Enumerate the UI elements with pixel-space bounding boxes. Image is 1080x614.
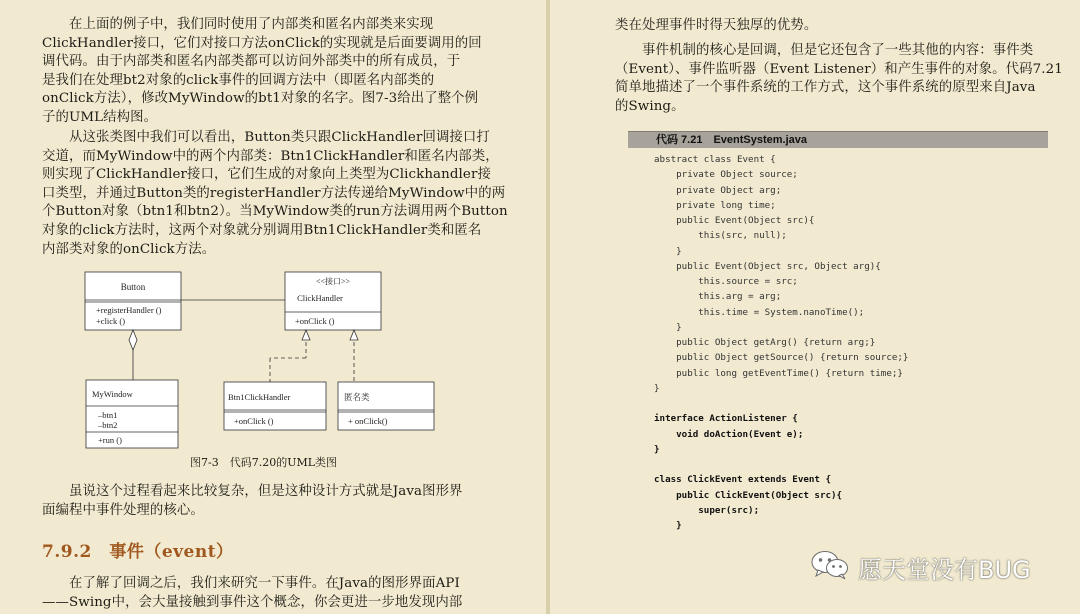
code-line: } <box>654 245 682 257</box>
uml-anonymous-class <box>338 382 434 430</box>
figure-caption: 图7-3 代码7.20的UML类图 <box>190 456 338 469</box>
code-line: this.time = System.nanoTime(); <box>654 306 865 318</box>
watermark-text: 愿天堂没有BUG <box>858 555 1031 584</box>
code-listing-title-bar <box>628 131 1048 148</box>
code-line: super(src); <box>654 504 760 516</box>
code-line: void doAction(Event e); <box>654 428 804 440</box>
uml-mywindow-field: –btn2 <box>98 420 118 430</box>
paragraph-event-intro: 在了解了回调之后，我们来研究一下事件。在Java的图形界面API ——Swing中，会大量接触到事件这个概念，你会更进一步地发现内部 <box>42 576 463 610</box>
uml-button-method: +click () <box>96 316 126 326</box>
paragraph-inner-class-advantage: 类在处理事件时得天独厚的优势。 <box>615 18 818 33</box>
uml-clickhandler-stereotype: <<接口>> <box>315 277 351 286</box>
uml-mywindow-method: +run () <box>98 435 122 445</box>
uml-clickhandler-method: +onClick () <box>295 316 335 326</box>
uml-clickhandler-name: ClickHandler <box>297 293 343 303</box>
uml-button-class <box>85 272 181 330</box>
watermark <box>810 550 1060 584</box>
code-line <box>654 457 908 472</box>
code-line: private Object arg; <box>654 184 782 196</box>
wechat-icon <box>810 549 850 585</box>
code-line: this.arg = arg; <box>654 291 782 303</box>
code-line: this.source = src; <box>654 276 798 287</box>
code-line: } <box>654 382 660 394</box>
uml-realization-lines <box>270 335 354 382</box>
uml-realization-arrow <box>350 330 358 340</box>
code-line: } <box>654 321 682 333</box>
code-line: private Object source; <box>654 169 798 181</box>
uml-btn1clickhandler-method: +onClick () <box>234 416 274 426</box>
uml-button-method: +registerHandler () <box>96 305 162 315</box>
uml-mywindow-field: –btn1 <box>98 410 118 420</box>
paragraph-callback-example: 在上面的例子中，我们同时使用了内部类和匿名内部类来实现 ClickHandler接口，它们对接口方法onClick的实现就是后面要调用的回 调代码。由于内部类和匿名内部类都可以访问外部类中的所有成员，于 是我们在处理bt2对象的click事件的回调方法中（即匿名内部类的 onClick方法），修改MyWindow的bt1对象的名字。图7-3给出了整个例 子的UML结构图。 <box>42 17 482 125</box>
code-line: abstract class Event { <box>654 154 776 165</box>
code-line: public long getEventTime() {return time;} <box>654 367 903 379</box>
code-line <box>654 396 908 411</box>
uml-realization-arrow <box>302 330 310 340</box>
code-line: class ClickEvent extends Event { <box>654 474 832 486</box>
uml-btn1clickhandler-name: Btn1ClickHandler <box>228 392 291 402</box>
uml-clickhandler-interface <box>285 272 381 330</box>
code-listing-title: 代码 7.21 EventSystem.java <box>656 134 808 146</box>
uml-mywindow-class <box>86 380 178 448</box>
uml-mywindow-name: MyWindow <box>92 389 133 399</box>
code-line: private long time; <box>654 199 776 211</box>
code-line: public Object getArg() {return arg;} <box>654 337 876 348</box>
paragraph-event-mechanism: 事件机制的核心是回调，但是它还包含了一些其他的内容：事件类 （Event）、事件监听器（Event Listener）和产生事件的对象。代码7.21 简单地描述了一个事件系统的工作方式，这个事件系统的原型来自Java 的Swing。 <box>615 43 1063 114</box>
code-line: public Event(Object src){ <box>654 215 815 226</box>
paragraph-design-core: 虽说这个过程看起来比较复杂，但是这种设计方式就是Java图形界 面编程中事件处理的核心。 <box>42 484 463 518</box>
code-listing <box>654 152 908 533</box>
uml-class-diagram <box>40 262 480 472</box>
code-line: interface ActionListener { <box>654 413 798 425</box>
uml-btn1clickhandler-class <box>224 382 326 430</box>
code-line: this(src, null); <box>654 230 787 242</box>
code-line: } <box>654 520 682 531</box>
uml-button-name: Button <box>120 282 146 292</box>
section-heading: 7.9.2 事件（event） <box>42 542 234 562</box>
code-line: public Object getSource() {return source;} <box>654 352 909 364</box>
uml-anonymous-name: 匿名类 <box>344 392 370 402</box>
code-line: } <box>654 443 660 455</box>
code-line: public ClickEvent(Object src){ <box>654 489 843 501</box>
uml-aggregation-diamond <box>129 330 137 350</box>
uml-anonymous-method: + onClick() <box>348 416 388 426</box>
paragraph-class-diagram-explanation: 从这张类图中我们可以看出，Button类只跟ClickHandler回调接口打 交道，而MyWindow中的两个内部类：Btn1ClickHandler和匿名内部类， 则实现了ClickHandler接口，它们生成的对象向上类型为Clickhandler接 口类型，并通过Button类的registerHandler方法传递给MyWindow中的两 个Button对象（btn1和btn2）。当MyWindow类的run方法调用两个Button 对象的click方法时，这两个对象就分别调用Btn1ClickHandler类和匿名 内部类对象的onClick方法。 <box>42 130 508 257</box>
code-line: public Event(Object src, Object arg){ <box>654 260 881 272</box>
